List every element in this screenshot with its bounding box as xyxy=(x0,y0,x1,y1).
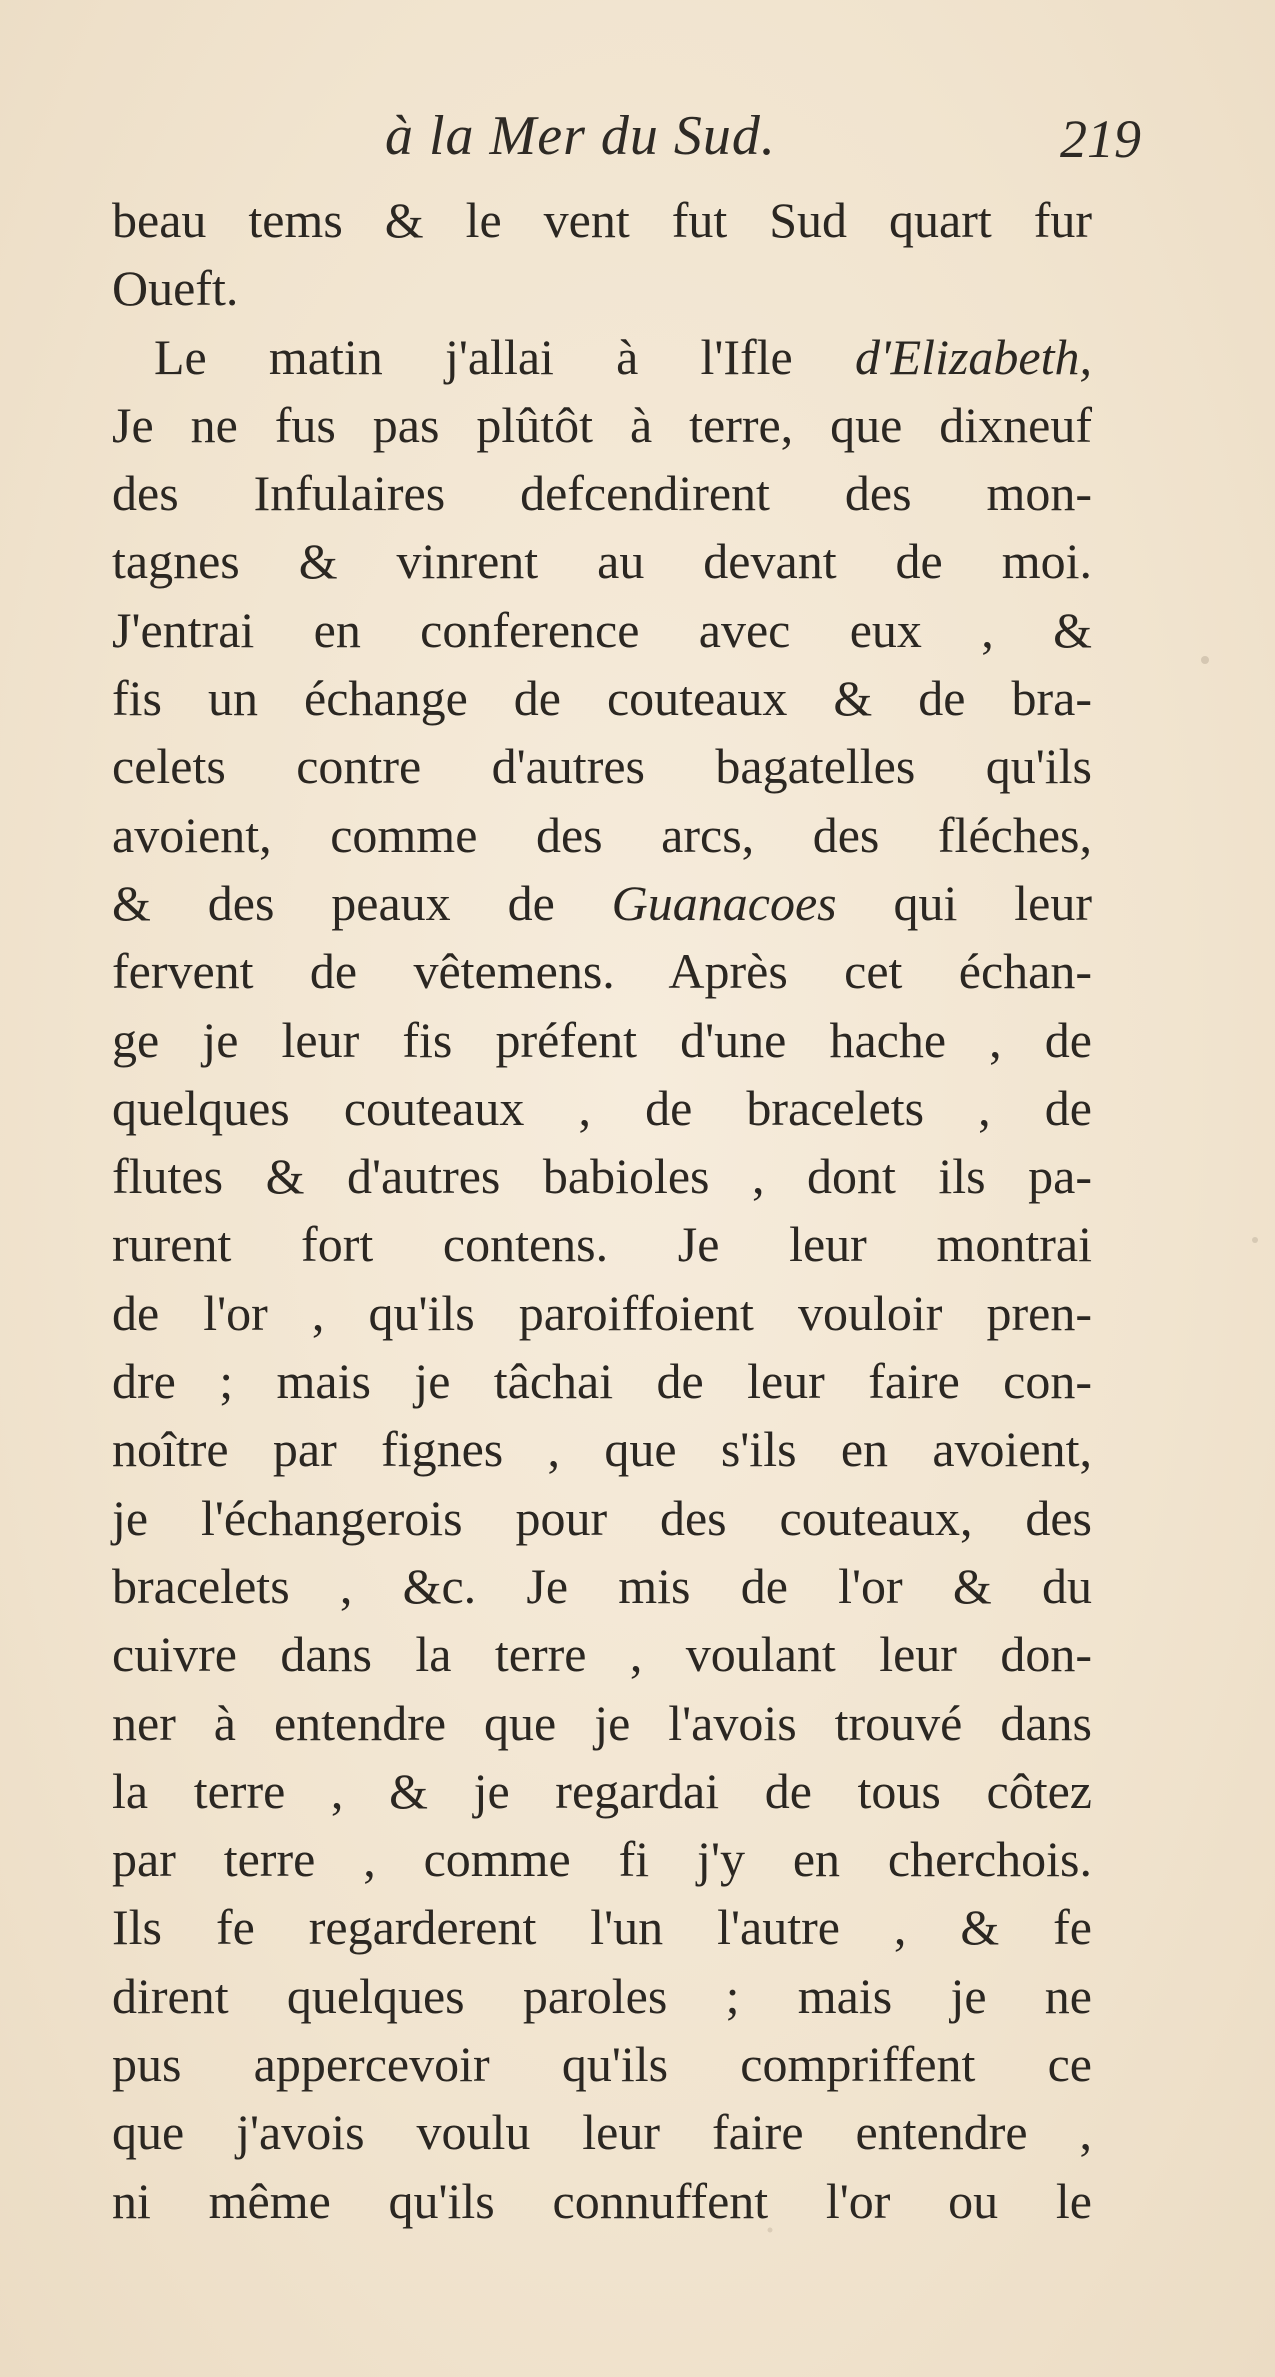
text-line xyxy=(112,323,1092,391)
text-line: ni même qu'ils connuffent l'or ou le xyxy=(112,2172,1092,2229)
page-number: 219 xyxy=(1060,109,1141,169)
term-guanacoes: Guanacoes xyxy=(611,874,837,931)
text-line: que j'avois voulu leur faire entendre , xyxy=(112,2104,1092,2161)
text-line: ner à entendre que je l'avois trouvé dans xyxy=(112,1694,1092,1751)
text-line: Oueft. xyxy=(112,260,239,317)
text-line: dirent quelques paroles ; mais je ne xyxy=(112,1967,1092,2024)
body-text xyxy=(112,186,1092,2235)
text-line-roman: & des peaux de xyxy=(112,874,612,931)
text-line xyxy=(112,869,1092,937)
text-line: quelques couteaux , de bracelets , de xyxy=(112,1079,1092,1136)
text-line-roman: qui leur xyxy=(836,874,1092,931)
place-name-elizabeth: d'Elizabeth, xyxy=(854,328,1092,385)
text-line-roman: Le matin j'allai à l'Ifle xyxy=(154,328,855,385)
text-line: tagnes & vinrent au devant de moi. xyxy=(112,533,1092,590)
text-line: dre ; mais je tâchai de leur faire con- xyxy=(112,1353,1092,1410)
text-line: pus appercevoir qu'ils compriffent ce xyxy=(112,2036,1092,2093)
text-line: fervent de vêtemens. Après cet échan- xyxy=(112,943,1092,1000)
text-line: fis un échange de couteaux & de bra- xyxy=(112,670,1092,727)
text-line: de l'or , qu'ils paroiffoient vouloir pren- xyxy=(112,1284,1092,1341)
text-line: des Infulaires defcendirent des mon- xyxy=(112,465,1092,522)
text-line: celets contre d'autres bagatelles qu'ils xyxy=(112,738,1092,795)
text-line: cuivre dans la terre , voulant leur don- xyxy=(112,1626,1092,1683)
text-line: J'entrai en conference avec eux , & xyxy=(112,601,1092,658)
text-line: ge je leur fis préfent d'une hache , de xyxy=(112,1011,1092,1068)
text-line: la terre , & je regardai de tous côtez xyxy=(112,1762,1092,1819)
text-line: beau tems & le vent fut Sud quart fur xyxy=(112,192,1092,248)
text-line: Je ne fus pas plûtôt à terre, que dixneuf xyxy=(112,396,1092,453)
text-line: bracelets , &c. Je mis de l'or & du xyxy=(112,1557,1092,1614)
text-line: avoient, comme des arcs, des fléches, xyxy=(112,806,1092,863)
text-line: flutes & d'autres babioles , dont ils pa- xyxy=(112,1148,1092,1205)
page-header xyxy=(0,104,1275,184)
text-line: noître par fignes , que s'ils en avoient, xyxy=(112,1421,1092,1478)
running-title: à la Mer du Sud. xyxy=(385,105,776,167)
text-line: par terre , comme fi j'y en cherchois. xyxy=(112,1831,1092,1888)
text-line: rurent fort contens. Je leur montrai xyxy=(112,1216,1092,1273)
text-line: je l'échangerois pour des couteaux, des xyxy=(112,1489,1092,1546)
text-line: Ils fe regarderent l'un l'autre , & fe xyxy=(112,1899,1092,1956)
